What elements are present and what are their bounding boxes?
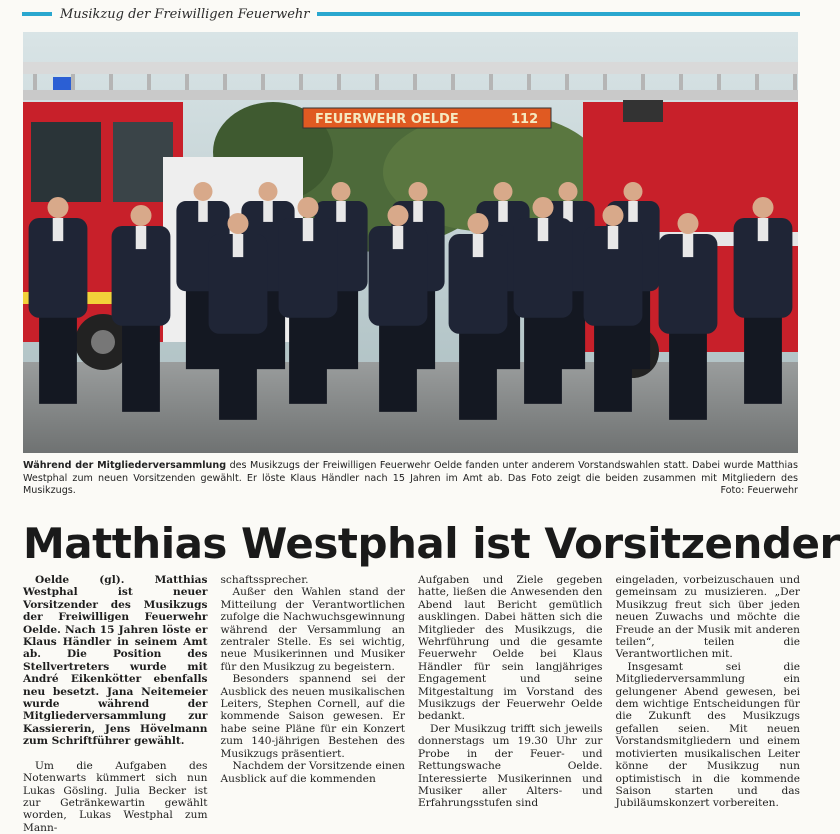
article-paragraph: Insgesamt sei die Mitgliederversammlung ein gelungener Abend gewesen, bei dem wichtige Entscheidungen für die Zukunft des Musikzugs gefallen seien. Mit neuen Vorstandsmitgliedern und einem motivierten musikalischen Leiter könne der Musikzug nun optimistisch in die kommende Saison starten und das Jubiläumskonzert vorbereiten. (615, 660, 800, 810)
section-title: Musikzug der Freiwilligen Feuerwehr (60, 6, 310, 22)
header-rule-left (22, 12, 52, 16)
article-column-4 (616, 574, 801, 811)
article-paragraph: Der Musikzug trifft sich jeweils donnerstags um 19.30 Uhr zur Probe in der Feuer- und Rettungswache Oelde. Interessierte Musikerinnen und Musiker aller Alters- und Erfahrungsstufen sind (418, 722, 603, 810)
group-photo-illustration (23, 32, 798, 453)
article-paragraph: schaftssprecher. (220, 574, 309, 586)
article-headline: Matthias Westphal ist Vorsitzender (23, 519, 840, 568)
article-paragraph: Aufgaben und Ziele gegeben hatte, ließen die Anwesenden den Abend laut Bericht gemütlich ausklingen. Dabei hätten sich die Mitglieder des Musikzugs, die Wehrführung und die gesamte Feuerwehr Oelde bei Klaus Händler für sein langjähriges Engagement und seine Mitgestaltung im Vorstand des Musikzugs der Feuerwehr Oelde bedankt. (418, 574, 603, 723)
article-body (23, 574, 800, 834)
photo-credit: Foto: Feuerwehr (720, 485, 798, 496)
article-paragraph: Außer den Wahlen stand der Mitteilung der Verantwortlichen zufolge die Nachwuchsgewinnung während der Versammlung an zentraler Stelle. Es sei wichtig, neue Musikerinnen und Musiker für den Musikzug zu begeistern. (220, 586, 405, 673)
truck-sign-number: 112 (511, 112, 539, 127)
caption-text: des Musikzugs der Freiwilligen Feuerwehr Oelde fanden unter anderem Vorstandswahlen statt. Dabei wurde Matthias Westphal zum neuen Vorsitzenden gewählt. Er löste Klaus Händler nach 15 Jahren im Amt ab. Das Foto zeigt die beiden zusammen mit Mitgliedern des Musikzugs. (23, 460, 799, 496)
article-intro: Oelde (gl). Matthias Westphal ist neuer Vorsitzender des Musikzugs der Freiwilligen Feuerwehr Oelde. Nach 15 Jahren löste er Klaus Händler in seinem Amt ab. Die Position des Stellvertreters wurde mit André Eikenkötter ebenfalls neu besetzt. Jana Neitemeier wurde während der Mitgliederversammlung zur Kassiererin, Jens Hövelmann zum Schriftführer gewählt. (23, 574, 208, 748)
article-paragraph: eingeladen, vorbeizuschauen und gemeinsam zu musizieren. „Der Musikzug freut sich über jeden neuen Zuwachs und möchte die Freude an der Musik mit anderen teilen“, teilen die Verantwortlichen mit. (615, 574, 800, 661)
caption-lead: Während der Mitgliederversammlung (23, 460, 227, 471)
article-paragraph: Besonders spannend sei der Ausblick des neuen musikalischen Leiters, Stephen Cornell, auf die kommende Saison gewesen. Er habe seine Pläne für ein Konzert zum 140-jährigen Bestehen des Musikzugs präsentiert. (220, 673, 405, 760)
article-paragraph: Um die Aufgaben des Notenwarts kümmert sich nun Lukas Gösling. Julia Becker ist zur Getränkewartin gewählt worden, Lukas Westphal zum Mann- (23, 759, 208, 834)
photo-caption (23, 460, 798, 498)
article-column-2 (221, 574, 406, 811)
header-rule-right (317, 12, 800, 16)
group-photo (23, 32, 798, 453)
article-column-1 (23, 574, 208, 834)
article-column-3 (418, 574, 603, 811)
truck-sign-text: FEUERWEHR OELDE (315, 112, 459, 127)
article-paragraph: Nachdem der Vorsitzende einen Ausblick auf die kommenden (220, 760, 405, 785)
section-header (22, 4, 800, 24)
